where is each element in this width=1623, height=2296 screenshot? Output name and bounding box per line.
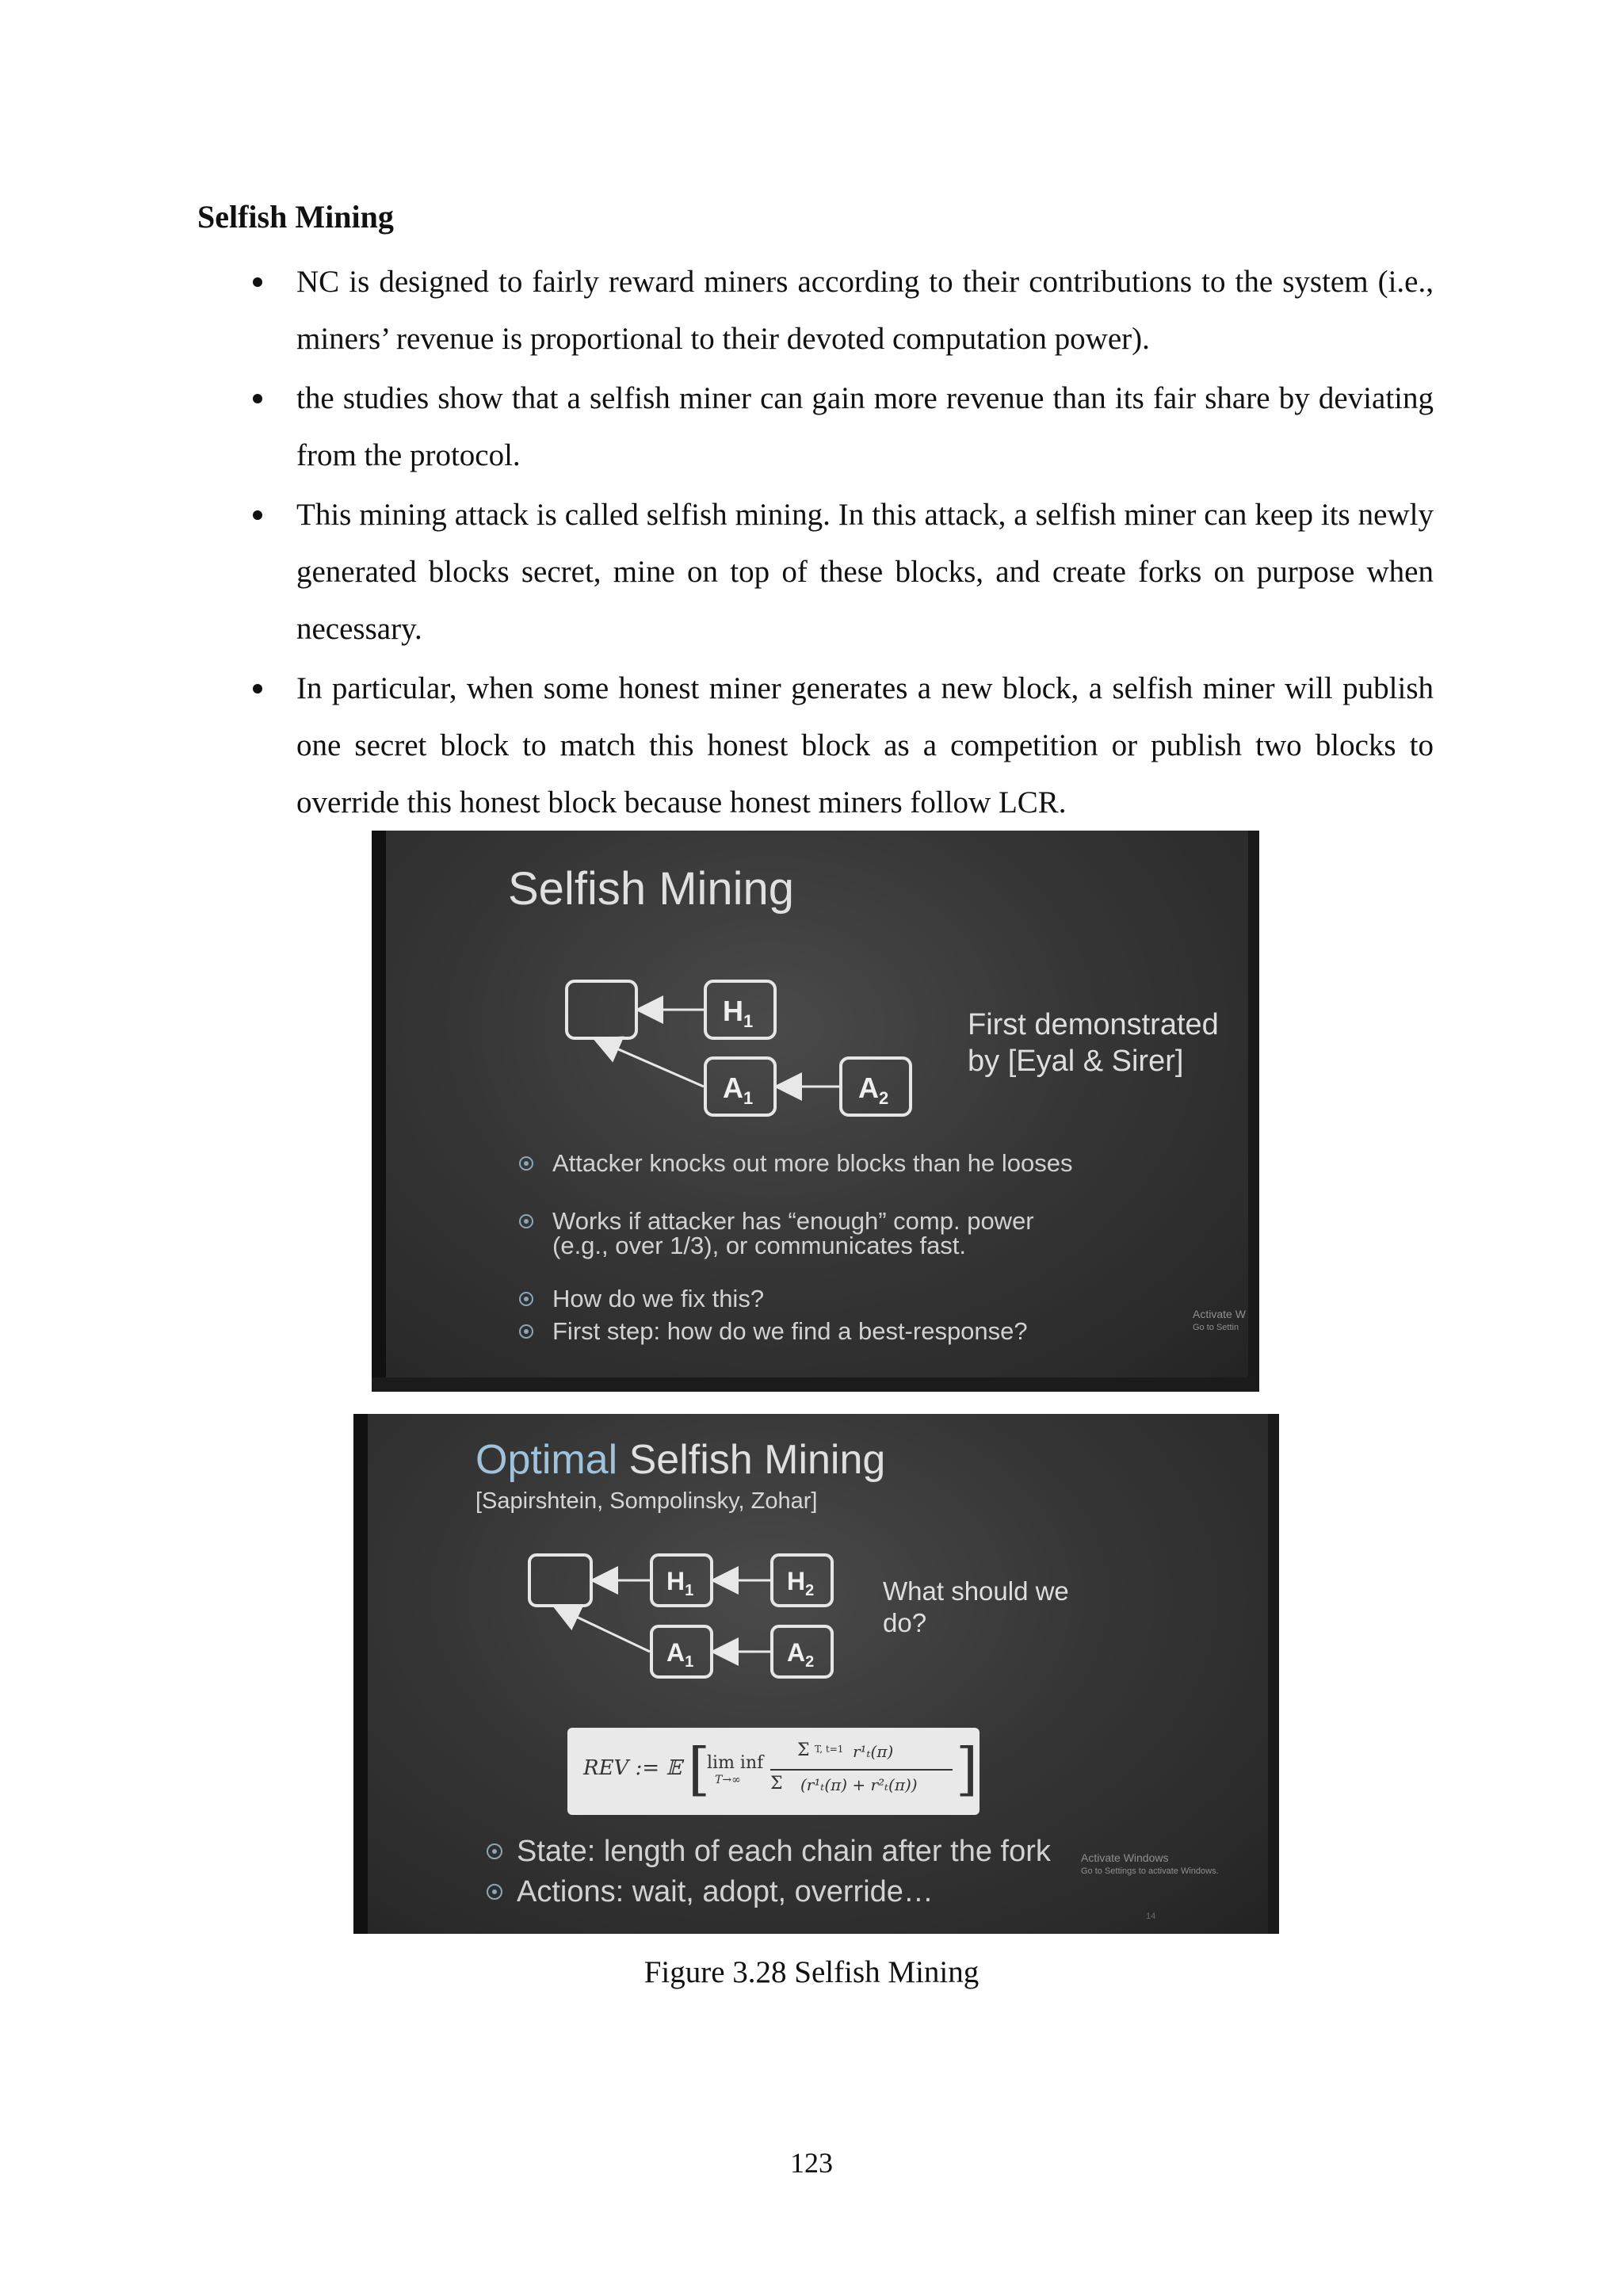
- circle-bullet-icon: [519, 1324, 533, 1339]
- slide-optimal-selfish-mining: [353, 1414, 1279, 1934]
- block-a1-label: A: [723, 1072, 743, 1104]
- block-h1-label: H: [666, 1567, 685, 1595]
- genesis-block: [567, 981, 636, 1038]
- block-a2-label: A: [858, 1072, 879, 1104]
- bullet-list: [197, 254, 1434, 834]
- slide1-bullet: How do we fix this?: [519, 1286, 764, 1311]
- circle-bullet-icon: [487, 1843, 502, 1859]
- svg-text:A1: $A_1$: [723, 1072, 754, 1108]
- block-a1-label: A: [666, 1638, 685, 1667]
- svg-text:H1: $H_1$: [666, 1567, 694, 1599]
- bullet-dot-icon: [253, 510, 262, 520]
- arrow-a1-to-genesis: [556, 1607, 650, 1652]
- circle-bullet-icon: [519, 1156, 533, 1171]
- bullet-dot-icon: [253, 684, 262, 693]
- svg-text:A2: $A_2$: [858, 1072, 889, 1108]
- svg-text:A2: $A_2$: [787, 1638, 815, 1671]
- bullet-item: NC is designed to fairly reward miners according to their contributions to the system (i.e., miners’ revenue is proportional to their devoted computation power).: [197, 254, 1434, 368]
- slide2-bullet: Actions: wait, adopt, override…: [487, 1876, 934, 1908]
- arrow-a1-to-genesis: [597, 1040, 704, 1087]
- block-h1-label: H: [723, 995, 743, 1027]
- activate-windows-watermark: Activate Windows Go to Settings to activate Windows.: [1081, 1851, 1219, 1876]
- figure-caption: Figure 3.28 Selfish Mining: [643, 1955, 980, 1989]
- slide2-bullet: State: length of each chain after the fork: [487, 1836, 1051, 1867]
- slide2-subtitle: [Sapirshtein, Sompolinsky, Zohar]: [475, 1488, 818, 1514]
- slide1-bullet: First step: how do we find a best-response?: [519, 1319, 1028, 1343]
- revenue-formula: REV := 𝔼 [ lim inf T→∞ Σ T, t=1 r¹ₜ(π) Σ (r¹ₜ(π) + r²ₜ(π)) ]: [567, 1728, 980, 1815]
- slide2-note: What should we do?: [883, 1576, 1069, 1637]
- bullet-item: This mining attack is called selfish mining. In this attack, a selfish miner can keep its newly generated blocks secret, mine on top of these blocks, and create forks on purpose when necessary.: [197, 487, 1434, 658]
- circle-bullet-icon: [519, 1292, 533, 1306]
- slide-number: 14: [1146, 1912, 1156, 1921]
- section-heading: Selfish Mining: [197, 199, 394, 235]
- slide1-bullet: Attacker knocks out more blocks than he looses: [519, 1151, 1073, 1175]
- block-h2-label: H: [787, 1567, 806, 1595]
- svg-text:A1: $A_1$: [666, 1638, 694, 1671]
- blockchain-fork-diagram: [372, 831, 1259, 1392]
- block-a2-label: A: [787, 1638, 806, 1667]
- bullet-dot-icon: [253, 394, 262, 403]
- svg-text:H2: $H_2$: [787, 1567, 815, 1599]
- slide1-title: Selfish Mining: [508, 863, 795, 915]
- bullet-item: In particular, when some honest miner generates a new block, a selfish miner will publish one secret block to match this honest block as a competition or publish two blocks to override this honest block because honest miners follow LCR.: [197, 660, 1434, 831]
- slide1-note: First demonstrated by [Eyal & Sirer]: [968, 1008, 1219, 1078]
- slide2-title: Optimal Selfish Mining: [475, 1437, 886, 1483]
- genesis-block: [529, 1555, 591, 1606]
- slide1-bullet: Works if attacker has “enough” comp. power (e.g., over 1/3), or communicates fast.: [519, 1209, 1034, 1258]
- svg-text:H1: $H_1$: [723, 995, 754, 1031]
- activate-windows-watermark: Activate W Go to Settin: [1193, 1308, 1246, 1332]
- slide-selfish-mining: [372, 831, 1259, 1392]
- bullet-item: the studies show that a selfish miner can gain more revenue than its fair share by deviating from the protocol.: [197, 370, 1434, 484]
- circle-bullet-icon: [487, 1884, 502, 1900]
- bullet-dot-icon: [253, 277, 262, 287]
- page-number: 123: [790, 2147, 833, 2179]
- circle-bullet-icon: [519, 1214, 533, 1228]
